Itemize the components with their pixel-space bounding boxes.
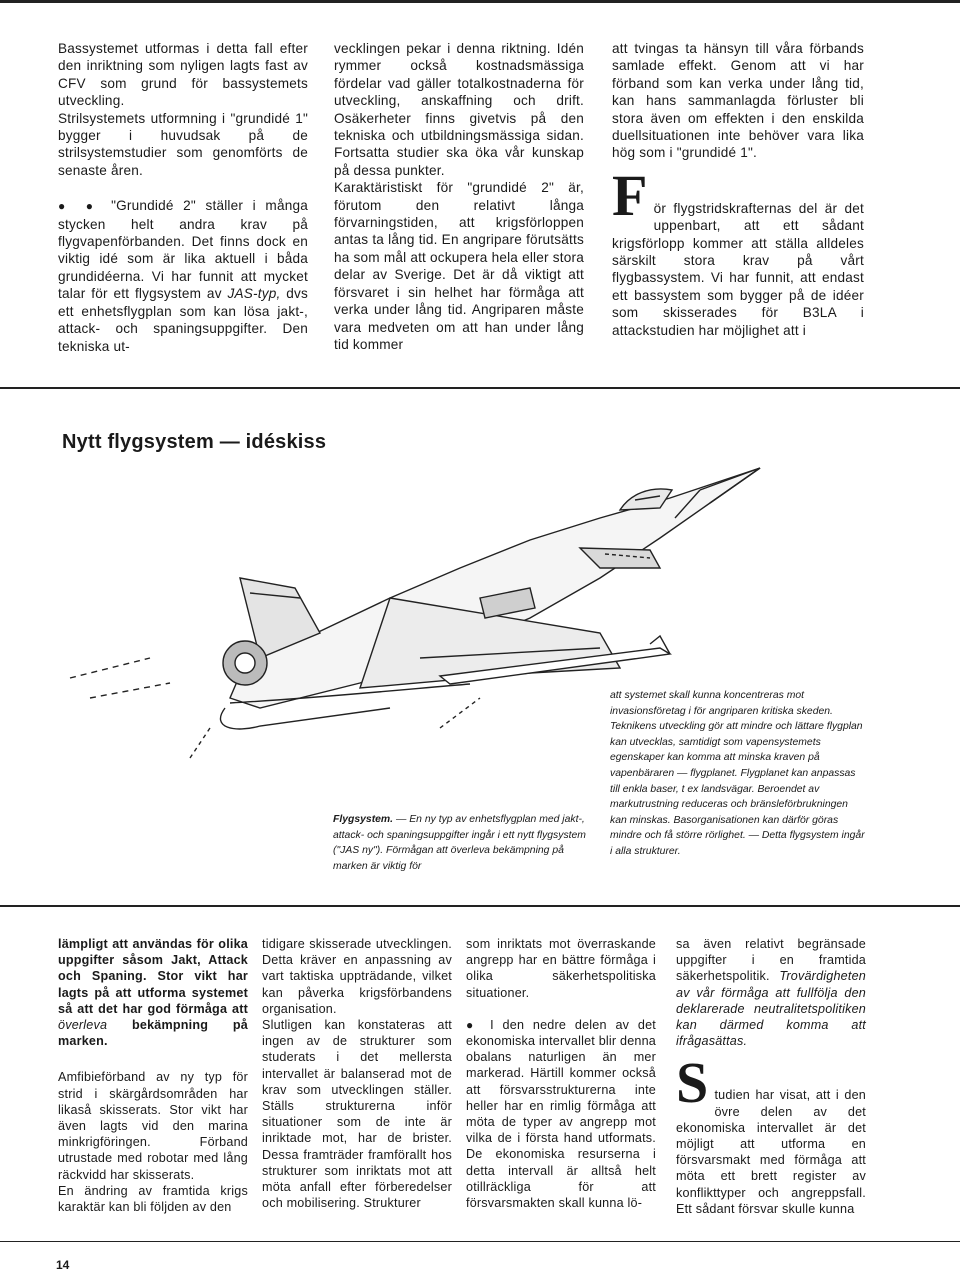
dropcap-letter: F [612,162,648,228]
figure-caption-left [333,812,587,874]
caption-lead: Flygsystem. [333,814,394,825]
top-border-rule [0,0,960,3]
paragraph: tudien har visat, att i den övre delen av det ekonomiska intervallet är det möjligt att utforma en försvarsmakt med förmåga att möta ett brett register av konflikttyper och angreppsfall. Ett sådant försvar skulle kunna [676,1088,866,1216]
paragraph-italic-text: JAS-typ, [227,286,281,302]
bold-text: lämpligt att användas för olika uppgifter såsom Jakt, Attack och Spaning. Stor vikt har lagts på att utforma systemet så att det har god förmåga att [58,937,248,1016]
dropcap-paragraph [676,1050,866,1217]
paragraph: att tvingas ta hänsyn till våra förbands samlade effekt. Genom att vi har förband som kan verka under lång tid, kan hans sammanlagda förluster bli stora även om effekten i den enskilda duellsituationen inte behöver vara lika hög som i "grundidé 1". [612,41,864,161]
bold-text: bekämpning på marken. [58,1018,248,1049]
page-number: 14 [56,1258,70,1272]
paragraph [676,936,866,1049]
paragraph: Slutligen kan konstateras att ingen av de strukturer som studerats i det mellersta intervallet är balanserad mot de krav som utvecklingen ställer. Ställs strukturerna inför situationer som de inte är inriktade mot, har de brister. Dessa framträder framförallt hos strukturer som inriktats mot att möta anfall efter förberedelser och mobilisering. Strukturer [262,1018,452,1211]
italic-text: överleva [58,1018,108,1033]
figure-caption-right [610,688,866,860]
paragraph: En ändring av framtida krigs karaktär kan bli följden av den [58,1183,248,1215]
paragraph: ör flygstridskrafternas del är det uppenbart, att ett sådant krigsförlopp kommer att ställa alldeles särskilt stora krav på vårt flygbassystem. Vi har funnit, att endast ett bassystem som bygger på de idéer som skisserades för B3LA i attackstudien har möjlighet att i [612,200,864,338]
paragraph [466,1017,656,1211]
bullet-dots-icon: ● ● [58,199,102,214]
section-divider [0,905,960,907]
bottom-column-1 [58,936,248,1215]
paragraph-text: sa även relativt begränsade uppgifter i en framtida säkerhetspolitik. [676,937,866,984]
paragraph: vecklingen pekar i denna riktning. Idén rymmer också kostnadsmässiga fördelar vad gäller totalkostnaderna för utveckling, anskaffning och drift. Osäkerheter finns givetvis på den tekniska och utbildningsmässiga sidan. Fortsatta studier ska öka vår kunskap på dessa punkter. [334,41,584,178]
footer-rule [0,1241,960,1242]
dropcap-paragraph [612,162,864,339]
paragraph: som inriktats mot överraskande angrepp har en bättre förmåga i olika säkerhetspolitiska situationer. [466,937,656,1000]
paragraph: Karaktäristiskt för "grundidé 2" är, förutom den relativt långa förvarningstiden, att krigsförloppen antas ta lång tid. En angripare förutsätts ha som mål att ockupera hela eller stora delar av Sverige. Det är då viktigt att försvaret i sin helhet har förmåga att verka under lång tid. Angriparen måste vara medveten om att han under lång tid kommer [334,180,584,352]
caption-text: att systemet skall kunna koncentreras mot invasionsföretag i för angriparen kritiska skeden. Teknikens utveckling gör att mindre och lättare flygplan kan utvecklas, samtidigt som vapensystemets egenskaper kan komma att minska kraven på vapenbäraren — flygplanet. Flygplanet kan anpassas till enkla baser, t ex landsvägar. Beroendet av markutrustning reduceras och bränsleförbrukningen kan minskas. Basorganisationen kan därför göras mindre och få större rörlighet. — Detta flygsystem ingår i alla strukturer. [610,690,865,857]
figure-title: Nytt flygsystem — idéskiss [62,431,327,453]
paragraph [58,197,308,355]
paragraph [58,936,248,1049]
italic-text: Trovärdigheten av vår förmåga att fullfölja den deklarerade neutralitetspolitiken kan därmed komma att ifrågasättas. [676,969,866,1049]
paragraph: Bassystemet utformas i detta fall efter den inriktning som nyligen lagts fast av CFV som grund för bassystemets utveckling. [58,41,308,109]
top-column-2 [334,40,584,353]
bullet-dot-icon: ● [466,1017,482,1032]
paragraph-text: dvs ett enhetsflygplan som kan lösa jakt-, attack- och spaningsuppgifter. Den tekniska ut- [58,286,308,354]
bottom-column-4 [676,936,866,1217]
dropcap-letter: S [676,1050,709,1116]
bottom-column-2 [262,936,452,1211]
paragraph: Amfibieförband av ny typ för strid i skärgårdsområden har likaså skisserats. Stor vikt har även lagts vid den marina minkrigföringen. Förband utrustade med robotar med lång räckvidd har skisserats. [58,1070,248,1182]
top-column-3 [612,40,864,339]
top-column-1 [58,40,308,355]
caption-text: — En ny typ av enhetsflygplan med jakt-, attack- och spaningsuppgifter ingår i ett nytt flygsystem ("JAS ny"). Förmågan att överleva bekämpning på marken är viktig för [333,814,586,872]
section-divider [0,387,960,389]
paragraph-text: I den nedre delen av det ekonomiska intervallet blir denna obalans naturligen än mer markerad. Härtill kommer också att försvarsstrukturerna inte heller har en rimlig förmåga att möta de typer av angrepp mot vilka de i första hand utformats. De ekonomiska resurserna i detta intervall är alltså helt otillräckliga för att försvarsmakten skall kunna lö- [466,1017,657,1211]
paragraph: Strilsystemets utformning i "grundidé 1" bygger i huvudsak på de strilsystemstudier som genomförts de senaste åren. [58,110,308,178]
paragraph: tidigare skisserade utvecklingen. Detta kräver en anpassning av vart taktiska uppträdande, vilket kan påverka krigsförbandens organisation. [262,937,452,1016]
bottom-column-3 [466,936,656,1211]
paragraph-text: "Grundidé 2" ställer i många stycken helt andra krav på flygvapenförbanden. Det finns dock en viktig idé som är lika aktuell i båda grundidéerna. Vi har funnit att mycket talar för ett flygsystem av [58,198,308,302]
